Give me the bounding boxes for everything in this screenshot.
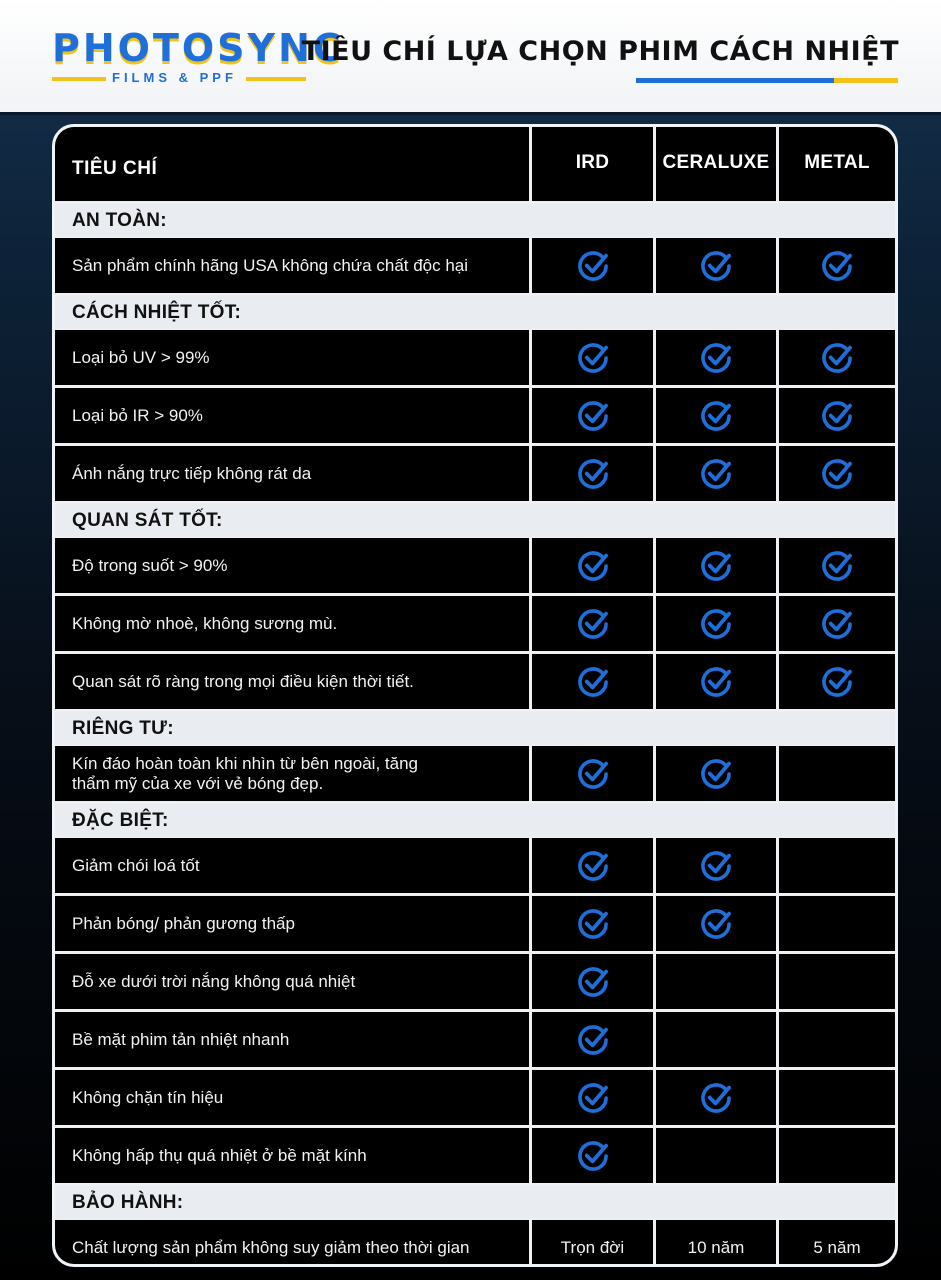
section-title: AN TOÀN: [55, 204, 895, 237]
check-circle-icon [575, 340, 611, 376]
ceraluxe-cell [656, 838, 776, 893]
check-circle-icon [698, 248, 734, 284]
table-row [55, 596, 895, 651]
column-header-metal: METAL [779, 127, 895, 201]
ceraluxe-cell [656, 654, 776, 709]
criteria-label: Độ trong suốt > 90% [72, 555, 228, 575]
check-circle-icon [575, 248, 611, 284]
ird-cell [532, 330, 653, 385]
check-circle-icon [575, 1138, 611, 1174]
criteria-cell [55, 954, 529, 1009]
table-row [55, 746, 895, 801]
metal-cell [779, 330, 895, 385]
ird-cell [532, 1128, 653, 1183]
check-circle-icon [819, 548, 855, 584]
criteria-cell [55, 1128, 529, 1183]
column-header-ceraluxe: CERALUXE [656, 127, 776, 201]
section-title: RIÊNG TƯ: [55, 712, 895, 745]
ird-warranty-value: Trọn đời [560, 1237, 625, 1257]
section-title: QUAN SÁT TỐT: [55, 504, 895, 537]
table-row [55, 1128, 895, 1183]
criteria-label: Bề mặt phim tản nhiệt nhanh [72, 1029, 290, 1049]
ird-cell [532, 1220, 653, 1267]
ird-cell [532, 746, 653, 801]
criteria-cell [55, 1012, 529, 1067]
check-circle-icon [575, 756, 611, 792]
ceraluxe-cell [656, 954, 776, 1009]
criteria-label: Phản bóng/ phản gương thấp [72, 913, 295, 933]
metal-cell [779, 1070, 895, 1125]
ird-cell [532, 654, 653, 709]
check-circle-icon [819, 606, 855, 642]
criteria-label: Không hấp thụ quá nhiệt ở bề mặt kính [72, 1145, 367, 1165]
check-circle-icon [698, 664, 734, 700]
criteria-cell [55, 538, 529, 593]
ceraluxe-cell [656, 330, 776, 385]
ceraluxe-cell [656, 746, 776, 801]
table-row [55, 538, 895, 593]
ird-cell [532, 388, 653, 443]
check-circle-icon [575, 1080, 611, 1116]
table-row [55, 1220, 895, 1267]
criteria-label: Không mờ nhoè, không sương mù. [72, 613, 338, 633]
table-row [55, 654, 895, 709]
title-underline-blue [636, 78, 834, 83]
ceraluxe-cell [656, 1128, 776, 1183]
column-header-ird: IRD [532, 127, 653, 201]
check-circle-icon [575, 848, 611, 884]
table-row [55, 954, 895, 1009]
criteria-label: Kín đáo hoàn toàn khi nhìn từ bên ngoài, tăng thẩm mỹ của xe với vẻ bóng đẹp. [72, 753, 418, 793]
page-title: TIÊU CHÍ LỰA CHỌN PHIM CÁCH NHIỆT [301, 36, 899, 67]
metal-cell [779, 388, 895, 443]
comparison-table [52, 124, 898, 1267]
criteria-label: Sản phẩm chính hãng USA không chứa chất độc hại [72, 255, 469, 275]
ird-cell [532, 838, 653, 893]
section-title: CÁCH NHIỆT TỐT: [55, 296, 895, 329]
table-row [55, 838, 895, 893]
brand-logo [52, 26, 344, 88]
logo-main-text: PHOTOSYNC [52, 26, 344, 70]
table-row [55, 238, 895, 293]
logo-sub-text: FILMS & PPF [112, 70, 237, 85]
ceraluxe-cell [656, 388, 776, 443]
criteria-cell [55, 1070, 529, 1125]
criteria-label: Quan sát rõ ràng trong mọi điều kiện thời tiết. [72, 671, 414, 691]
criteria-cell [55, 596, 529, 651]
metal-cell [779, 954, 895, 1009]
table-row [55, 1070, 895, 1125]
criteria-cell [55, 746, 529, 801]
table-row [55, 330, 895, 385]
check-circle-icon [575, 1022, 611, 1058]
check-circle-icon [698, 398, 734, 434]
check-circle-icon [575, 906, 611, 942]
criteria-label: Không chặn tín hiệu [72, 1087, 224, 1107]
ceraluxe-warranty-value: 10 năm [687, 1237, 745, 1257]
criteria-cell [55, 1220, 529, 1267]
criteria-label: Chất lượng sản phẩm không suy giảm theo thời gian [72, 1237, 470, 1257]
check-circle-icon [575, 548, 611, 584]
metal-cell [779, 596, 895, 651]
table-header-row [55, 127, 895, 201]
ceraluxe-cell [656, 1070, 776, 1125]
criteria-label: Giảm chói loá tốt [72, 855, 200, 875]
section-title: ĐẶC BIỆT: [55, 804, 895, 837]
ceraluxe-cell [656, 538, 776, 593]
criteria-cell [55, 330, 529, 385]
check-circle-icon [698, 848, 734, 884]
metal-cell [779, 746, 895, 801]
metal-cell [779, 538, 895, 593]
ird-cell [532, 1012, 653, 1067]
metal-cell [779, 1012, 895, 1067]
check-circle-icon [575, 398, 611, 434]
section-title: BẢO HÀNH: [55, 1186, 895, 1219]
check-circle-icon [575, 606, 611, 642]
ceraluxe-cell [656, 896, 776, 951]
check-circle-icon [698, 906, 734, 942]
check-circle-icon [819, 340, 855, 376]
check-circle-icon [819, 248, 855, 284]
metal-cell [779, 446, 895, 501]
metal-cell [779, 896, 895, 951]
ird-cell [532, 446, 653, 501]
criteria-cell [55, 238, 529, 293]
check-circle-icon [698, 548, 734, 584]
check-circle-icon [575, 964, 611, 1000]
ird-cell [532, 238, 653, 293]
metal-cell [779, 238, 895, 293]
ird-cell [532, 538, 653, 593]
ceraluxe-cell [656, 238, 776, 293]
criteria-label: Đỗ xe dưới trời nắng không quá nhiệt [72, 971, 356, 991]
metal-warranty-value: 5 năm [813, 1237, 861, 1257]
criteria-label: Loại bỏ UV > 99% [72, 347, 210, 367]
ird-cell [532, 1070, 653, 1125]
ird-cell [532, 596, 653, 651]
metal-cell [779, 1128, 895, 1183]
check-circle-icon [819, 456, 855, 492]
table-row [55, 446, 895, 501]
check-circle-icon [575, 664, 611, 700]
criteria-cell [55, 896, 529, 951]
criteria-label: Loại bỏ IR > 90% [72, 405, 203, 425]
metal-cell [779, 838, 895, 893]
metal-cell [779, 654, 895, 709]
check-circle-icon [698, 456, 734, 492]
column-header-criteria: TIÊU CHÍ [55, 127, 529, 201]
metal-cell [779, 1220, 895, 1267]
table-row [55, 896, 895, 951]
ceraluxe-cell [656, 1012, 776, 1067]
check-circle-icon [698, 340, 734, 376]
check-circle-icon [819, 398, 855, 434]
page-header [0, 0, 941, 115]
ceraluxe-cell [656, 1220, 776, 1267]
title-underline-yellow [834, 78, 898, 83]
ird-cell [532, 896, 653, 951]
ceraluxe-cell [656, 446, 776, 501]
ceraluxe-cell [656, 596, 776, 651]
logo-accent-left [52, 77, 106, 81]
check-circle-icon [575, 456, 611, 492]
logo-accent-right [246, 77, 306, 81]
criteria-cell [55, 388, 529, 443]
check-circle-icon [698, 1080, 734, 1116]
check-circle-icon [698, 606, 734, 642]
table-row [55, 388, 895, 443]
check-circle-icon [698, 756, 734, 792]
criteria-cell [55, 838, 529, 893]
criteria-cell [55, 654, 529, 709]
check-circle-icon [819, 664, 855, 700]
table-row [55, 1012, 895, 1067]
criteria-label: Ánh nắng trực tiếp không rát da [72, 463, 312, 483]
criteria-cell [55, 446, 529, 501]
ird-cell [532, 954, 653, 1009]
